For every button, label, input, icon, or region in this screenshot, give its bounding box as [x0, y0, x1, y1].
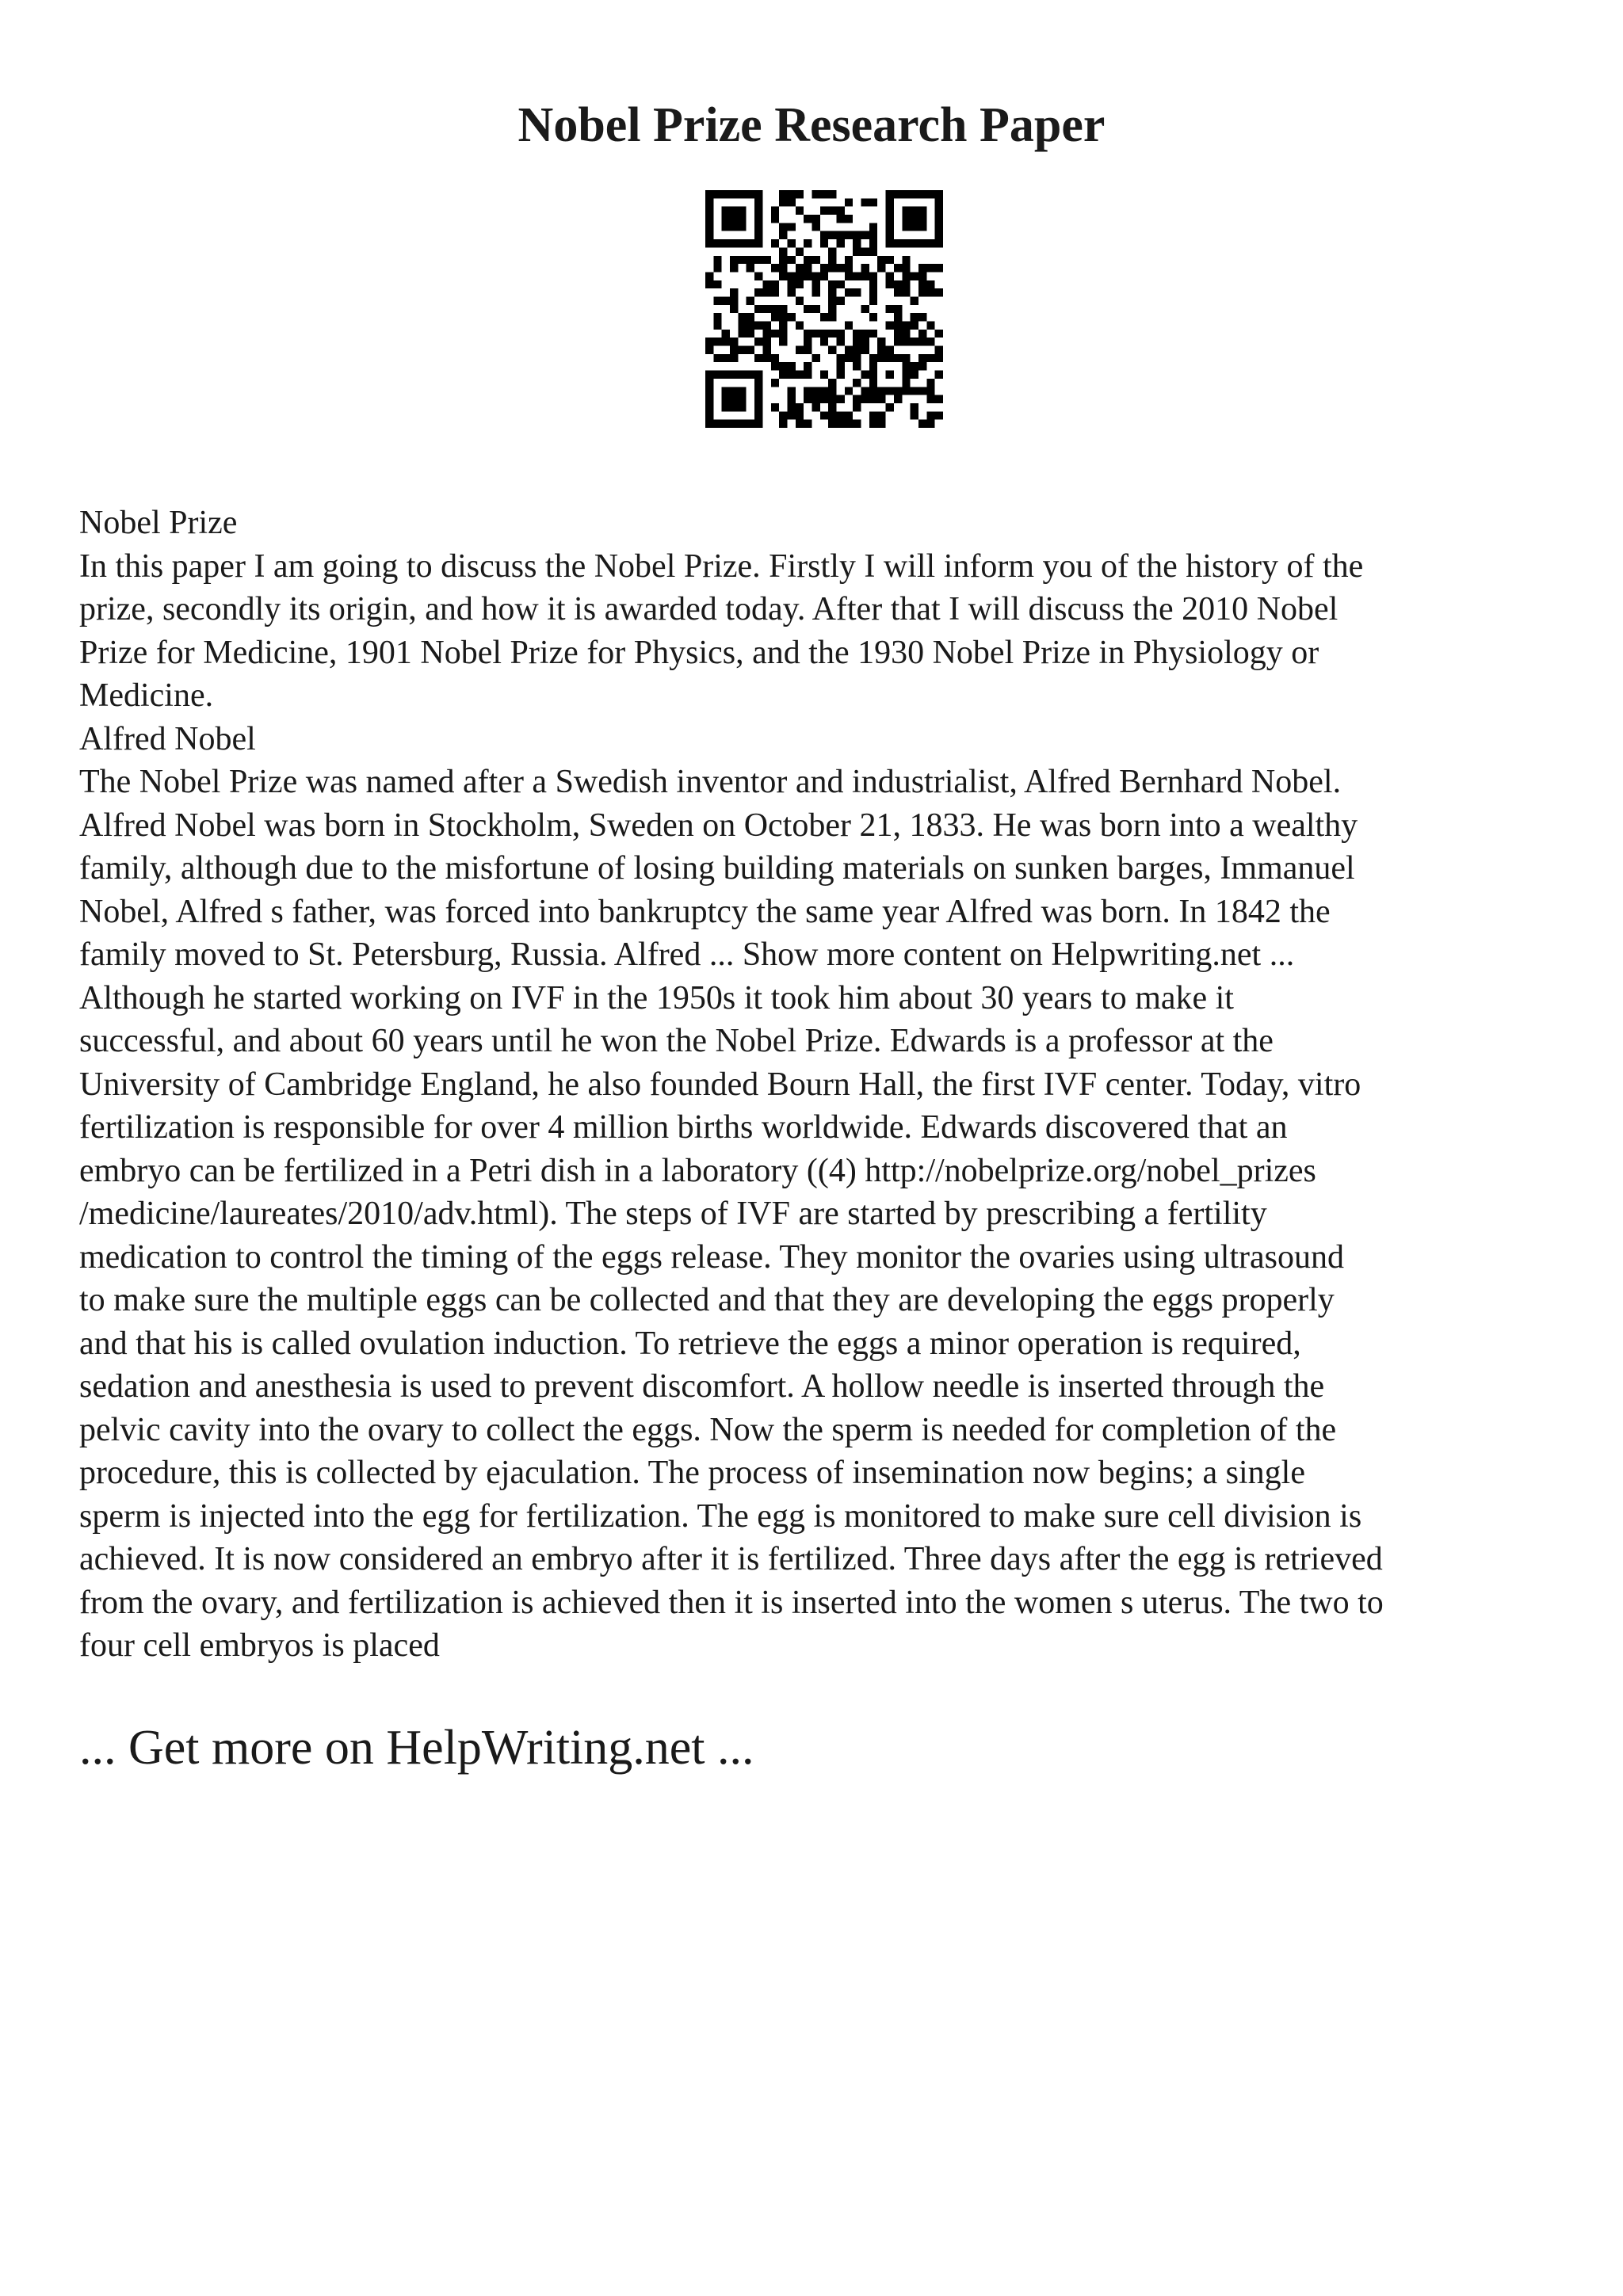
text-line: Medicine. — [79, 677, 214, 714]
text-line: Although he started working on IVF in the 1950s it took him about 30 years to make it — [79, 979, 1234, 1016]
document-title: Nobel Prize Research Paper — [517, 98, 1106, 152]
text-line: Alfred Nobel — [79, 720, 256, 757]
qr-code-icon — [705, 190, 943, 428]
text-line: The Nobel Prize was named after a Swedish inventor and industrialist, Alfred Bernhard Nobel. — [79, 764, 1342, 800]
text-line: family moved to St. Petersburg, Russia. Alfred ... Show more content on Helpwriting.net ... — [79, 936, 1295, 973]
text-line: Prize for Medicine, 1901 Nobel Prize for Physics, and the 1930 Nobel Prize in Physiology or — [79, 634, 1319, 671]
text-line: successful, and about 60 years until he won the Nobel Prize. Edwards is a professor at the — [79, 1023, 1274, 1059]
text-line: /medicine/laureates/2010/adv.html). The steps of IVF are started by prescribing a fertility — [79, 1196, 1267, 1232]
text-line: prize, secondly its origin, and how it is awarded today. After that I will discuss the 2010 Nobel — [79, 591, 1338, 627]
text-line: University of Cambridge England, he also founded Bourn Hall, the first IVF center. Today, vitro — [79, 1066, 1361, 1103]
text-line: sperm is injected into the egg for fertilization. The egg is monitored to make sure cell division is — [79, 1497, 1362, 1535]
text-line: fertilization is responsible for over 4 million births worldwide. Edwards discovered that an — [79, 1109, 1288, 1146]
text-line: sedation and anesthesia is used to prevent discomfort. A hollow needle is inserted through the — [79, 1368, 1325, 1405]
text-line: achieved. It is now considered an embryo after it is fertilized. Three days after the egg is retrieved — [79, 1541, 1383, 1577]
body-text — [79, 502, 1569, 1668]
text-line: In this paper I am going to discuss the Nobel Prize. Firstly I will inform you of the history of the — [79, 547, 1364, 585]
text-line: and that his is called ovulation induction. To retrieve the eggs a minor operation is required, — [79, 1325, 1301, 1362]
text-line: pelvic cavity into the ovary to collect the eggs. Now the sperm is needed for completion of the — [79, 1411, 1337, 1448]
text-line: medication to control the timing of the eggs release. They monitor the ovaries using ultrasound — [79, 1238, 1345, 1276]
text-line: from the ovary, and fertilization is achieved then it is inserted into the women s uterus. The two to — [79, 1584, 1384, 1621]
text-line: four cell embryos is placed — [79, 1627, 440, 1664]
text-line: Alfred Nobel was born in Stockholm, Sweden on October 21, 1833. He was born into a wealthy — [79, 807, 1358, 844]
get-more-link[interactable]: ... Get more on HelpWriting.net ... — [79, 1721, 754, 1775]
text-line: procedure, this is collected by ejaculation. The process of insemination now begins; a single — [79, 1455, 1305, 1491]
text-line: family, although due to the misfortune of losing building materials on sunken barges, Immanuel — [79, 850, 1355, 887]
text-line: Nobel Prize — [79, 505, 238, 541]
text-line: to make sure the multiple eggs can be collected and that they are developing the eggs properly — [79, 1282, 1335, 1318]
text-line: embryo can be fertilized in a Petri dish in a laboratory ((4) http://nobelprize.org/nobel_prizes — [79, 1152, 1316, 1189]
text-line: Nobel, Alfred s father, was forced into bankruptcy the same year Alfred was born. In 1842 the — [79, 893, 1331, 930]
